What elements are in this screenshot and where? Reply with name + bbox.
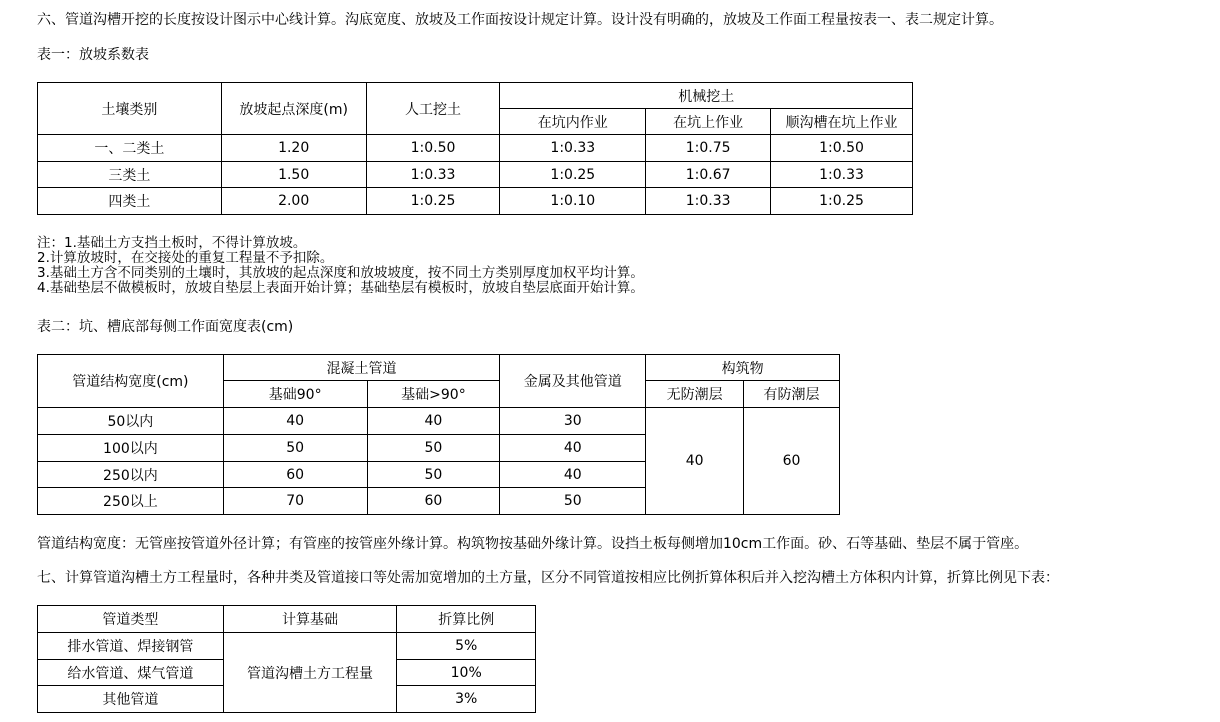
cell-calc-basis: 管道沟槽土方工程量 (223, 633, 397, 713)
header-no-damp-layer: 无防潮层 (646, 381, 744, 408)
cell-manual: 1:0.50 (366, 135, 500, 162)
header-on-pit: 在坑上作业 (646, 109, 771, 135)
cell-width: 50以内 (38, 408, 224, 435)
note-2: 2.计算放坡时，在交接处的重复工程量不予扣除。 (37, 250, 334, 266)
cell-base-gt-90: 60 (367, 488, 500, 515)
cell-base-90: 60 (223, 462, 367, 488)
cell-base-90: 70 (223, 488, 367, 515)
cell-base-gt-90: 50 (367, 462, 500, 488)
table1-caption: 表一：放坡系数表 (37, 47, 149, 63)
cell-pipe-type: 给水管道、煤气管道 (38, 660, 224, 686)
cell-depth: 1.20 (221, 135, 366, 162)
header-concrete-pipe: 混凝土管道 (223, 355, 500, 381)
header-structure: 构筑物 (646, 355, 840, 381)
cell-pipe-type: 排水管道、焊接钢管 (38, 633, 224, 660)
cell-in-pit: 1:0.33 (500, 135, 646, 162)
cell-soil: 三类土 (38, 162, 222, 188)
note-4: 4.基础垫层不做模板时，放坡自垫层上表面开始计算；基础垫层有模板时，放坡自垫层底面开始计算。 (37, 280, 644, 296)
cell-no-damp-value: 40 (646, 408, 744, 515)
table-row (38, 408, 840, 435)
header-calc-basis: 计算基础 (223, 606, 397, 633)
header-damp-layer: 有防潮层 (744, 381, 840, 408)
cell-along: 1:0.50 (771, 135, 913, 162)
cell-ratio: 10% (397, 660, 536, 686)
cell-along: 1:0.25 (771, 188, 913, 215)
cell-width: 250以内 (38, 462, 224, 488)
header-mechanical-excavation: 机械挖土 (500, 83, 913, 109)
header-in-pit: 在坑内作业 (500, 109, 646, 135)
cell-ratio: 3% (397, 686, 536, 713)
cell-soil: 四类土 (38, 188, 222, 215)
cell-depth: 2.00 (221, 188, 366, 215)
header-pipe-type: 管道类型 (38, 606, 224, 633)
cell-base-gt-90: 50 (367, 435, 500, 462)
header-soil-type: 土壤类别 (38, 83, 222, 135)
section-7-text: 七、计算管道沟槽土方工程量时，各种井类及管道接口等处需加宽增加的土方量，区分不同管道按相应比例折算体积后并入挖沟槽土方体积内计算，折算比例见下表： (37, 570, 1059, 586)
cell-ratio: 5% (397, 633, 536, 660)
header-base-gt-90: 基础>90° (367, 381, 500, 408)
cell-base-90: 50 (223, 435, 367, 462)
slope-notes (37, 236, 644, 296)
table2-caption: 表二：坑、槽底部每侧工作面宽度表(cm) (37, 319, 294, 335)
header-manual-excavation: 人工挖土 (366, 83, 500, 135)
table-row (38, 633, 536, 660)
cell-depth: 1.50 (221, 162, 366, 188)
cell-width: 250以上 (38, 488, 224, 515)
cell-metal: 40 (500, 462, 646, 488)
work-face-width-table (37, 354, 840, 515)
header-pipe-width: 管道结构宽度(cm) (38, 355, 224, 408)
table-row (38, 188, 913, 215)
header-base-90: 基础90° (223, 381, 367, 408)
cell-metal: 30 (500, 408, 646, 435)
slope-coefficient-table (37, 82, 913, 215)
cell-soil: 一、二类土 (38, 135, 222, 162)
header-ratio: 折算比例 (397, 606, 536, 633)
cell-on-pit: 1:0.33 (646, 188, 771, 215)
cell-manual: 1:0.25 (366, 188, 500, 215)
cell-width: 100以内 (38, 435, 224, 462)
note-3: 3.基础土方含不同类别的土壤时，其放坡的起点深度和放坡坡度，按不同土方类别厚度加权平均计算。 (37, 265, 644, 281)
pipe-width-note: 管道结构宽度：无管座按管道外径计算；有管座的按管座外缘计算。构筑物按基础外缘计算。设挡土板每侧增加10cm工作面。砂、石等基础、垫层不属于管座。 (37, 536, 1029, 552)
cell-damp-value: 60 (744, 408, 840, 515)
cell-on-pit: 1:0.75 (646, 135, 771, 162)
table-row (38, 135, 913, 162)
cell-metal: 40 (500, 435, 646, 462)
note-1: 注：1.基础土方支挡土板时，不得计算放坡。 (37, 235, 307, 251)
cell-in-pit: 1:0.25 (500, 162, 646, 188)
cell-metal: 50 (500, 488, 646, 515)
cell-base-90: 40 (223, 408, 367, 435)
section-6-text: 六、管道沟槽开挖的长度按设计图示中心线计算。沟底宽度、放坡及工作面按设计规定计算。设计没有明确的，放坡及工作面工程量按表一、表二规定计算。 (37, 12, 1003, 28)
cell-on-pit: 1:0.67 (646, 162, 771, 188)
header-metal-pipe: 金属及其他管道 (500, 355, 646, 408)
cell-in-pit: 1:0.10 (500, 188, 646, 215)
conversion-ratio-table (37, 605, 536, 713)
cell-manual: 1:0.33 (366, 162, 500, 188)
header-along-trench: 顺沟槽在坑上作业 (771, 109, 913, 135)
cell-base-gt-90: 40 (367, 408, 500, 435)
table-row (38, 162, 913, 188)
cell-along: 1:0.33 (771, 162, 913, 188)
cell-pipe-type: 其他管道 (38, 686, 224, 713)
header-slope-start-depth: 放坡起点深度(m) (221, 83, 366, 135)
